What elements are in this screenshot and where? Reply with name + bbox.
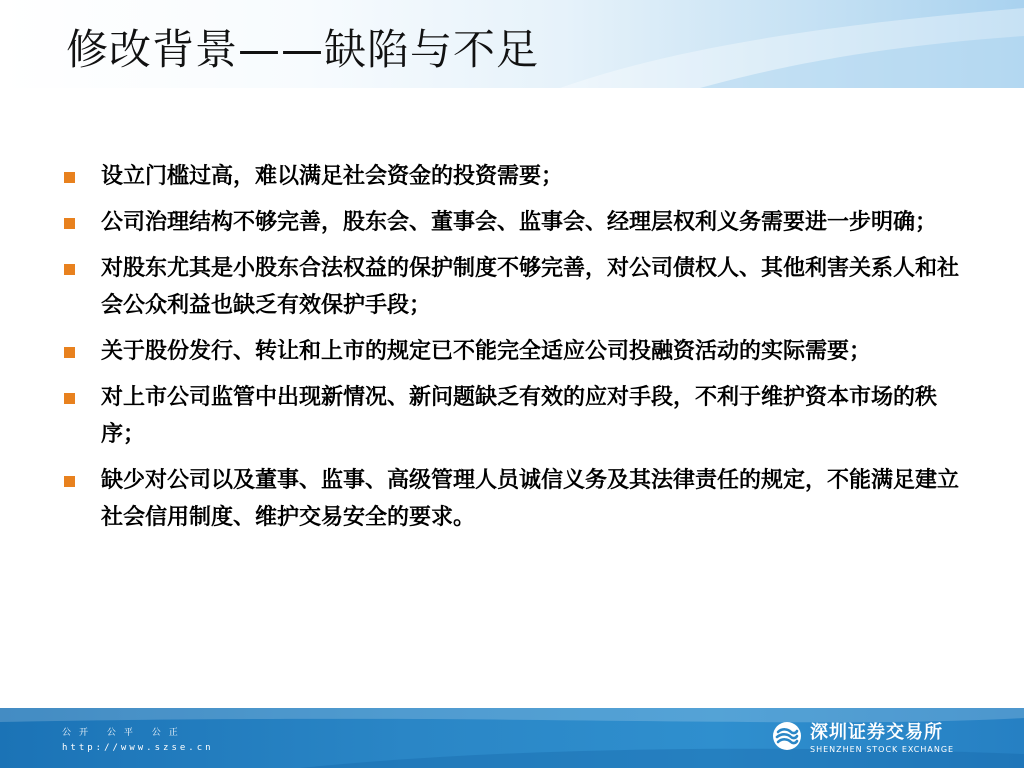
bullet-text: 对上市公司监管中出现新情况、新问题缺乏有效的应对手段，不利于维护资本市场的秩序； [101,385,938,447]
szse-logo-icon [772,721,802,751]
bullet-text: 缺少对公司以及董事、监事、高级管理人员诚信义务及其法律责任的规定，不能满足建立社会信用制度、维护交易安全的要求。 [101,468,960,530]
square-bullet-icon [64,476,75,487]
footer-band [0,708,1024,768]
slide-title: 修改背景——缺陷与不足 [66,25,540,74]
bullet-item [64,379,970,453]
bullet-item [64,333,970,370]
bullet-text: 对股东尤其是小股东合法权益的保护制度不够完善，对公司债权人、其他利害关系人和社会公众利益也缺乏有效保护手段； [101,256,960,318]
square-bullet-icon [64,218,75,229]
logo-chinese-name: 深圳证券交易所 [810,722,943,743]
bullet-item [64,250,970,324]
square-bullet-icon [64,172,75,183]
header-band [0,0,1024,88]
square-bullet-icon [64,393,75,404]
bullet-list [64,158,970,545]
footer-url[interactable]: http://www.szse.cn [62,743,214,753]
logo-english-name: SHENZHEN STOCK EXCHANGE [810,745,955,754]
square-bullet-icon [64,347,75,358]
square-bullet-icon [64,264,75,275]
bullet-text: 设立门槛过高，难以满足社会资金的投资需要； [101,164,564,189]
bullet-text: 公司治理结构不够完善，股东会、董事会、监事会、经理层权利义务需要进一步明确； [101,210,938,235]
bullet-text: 关于股份发行、转让和上市的规定已不能完全适应公司投融资活动的实际需要； [101,339,872,364]
bullet-item [64,462,970,536]
bullet-item [64,204,970,241]
footer-motto: 公开 公平 公正 [62,728,186,738]
szse-logo [772,721,972,759]
bullet-item [64,158,970,195]
